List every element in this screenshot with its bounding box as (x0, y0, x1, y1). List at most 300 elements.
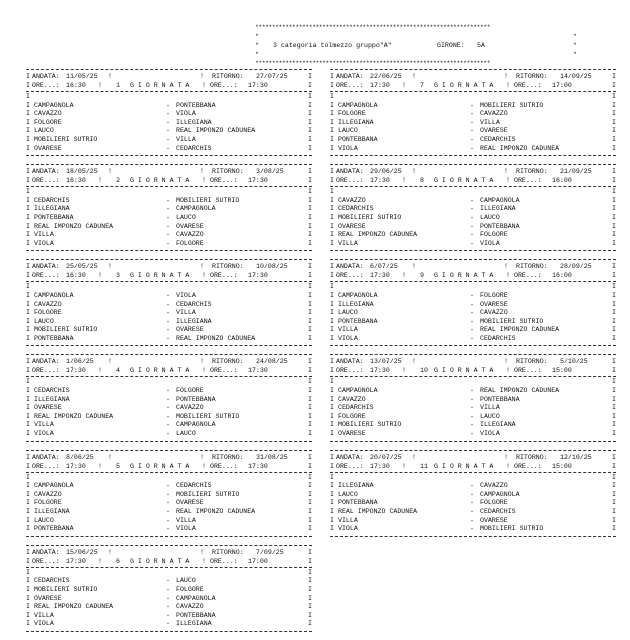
away-team: MOBILIERI SUTRIO (480, 101, 544, 109)
round-header-divider (330, 91, 616, 92)
round-bottom-border (26, 441, 312, 442)
match-separator: - (166, 300, 170, 308)
row-bar: I (612, 358, 616, 366)
home-team: ILLEGIANA (34, 508, 70, 515)
ritorno-date: 21/09/25 (560, 168, 592, 176)
row-bang: ! (108, 548, 112, 556)
round-header-divider (26, 376, 312, 377)
match-spacer (330, 283, 616, 292)
home-team: LAUCO (34, 127, 54, 135)
row-bar: I (26, 421, 30, 429)
away-team: REAL IMPONZO CADUNEA (176, 127, 256, 135)
away-team: VILLA (176, 516, 196, 524)
row-bar: I (26, 196, 30, 204)
match-separator: - (470, 309, 474, 317)
round-header-divider (26, 281, 312, 282)
match-row (26, 577, 312, 586)
match-row (330, 214, 616, 223)
row-bar: I (308, 326, 312, 334)
round-block (26, 545, 312, 632)
ritorno-date: 31/08/25 (256, 453, 288, 461)
match-separator: - (470, 516, 474, 524)
match-spacer (26, 93, 312, 102)
away-team: VIOLA (176, 291, 196, 299)
match-row (330, 517, 616, 526)
andata-label: ANDATA: (336, 453, 364, 461)
match-separator: - (470, 334, 474, 342)
match-row (330, 396, 616, 405)
home-team: VILLA (34, 421, 54, 429)
match-spacer (26, 188, 312, 197)
away-team: OVARESE (176, 499, 204, 507)
match-separator: - (166, 213, 170, 221)
ore-label: ORE...: (336, 462, 364, 470)
away-team: ILLEGIANA (176, 620, 212, 628)
row-bar: I (330, 291, 334, 299)
ritorno-label: RITORNO: (212, 358, 244, 366)
home-team: REAL IMPONZO CADUNEA (34, 222, 114, 230)
ore-label: ORE...: (514, 177, 542, 185)
away-team: CAVAZZO (176, 603, 204, 611)
row-bar: I (26, 317, 30, 325)
row-bar: I (26, 168, 30, 176)
ritorno-date: 14/09/25 (560, 73, 592, 80)
row-bar: I (308, 213, 312, 221)
row-bar: I (26, 177, 30, 185)
row-bar: I (308, 358, 312, 366)
row-bar: I (330, 300, 334, 308)
row-bang: ! (504, 73, 508, 80)
match-row (26, 231, 312, 240)
round-number: 5 (116, 462, 120, 470)
andata-date: 6/07/25 (370, 263, 398, 271)
row-bar: I (612, 482, 616, 490)
round-top-border (330, 259, 616, 260)
match-separator: - (166, 594, 170, 602)
row-bar: I (26, 412, 30, 420)
match-row (330, 335, 616, 344)
away-team: CEDARCHIS (480, 334, 516, 342)
andata-time: 17:30 (370, 272, 390, 280)
row-bar: I (308, 334, 312, 342)
row-bar: I (308, 508, 312, 515)
row-bar: I (612, 317, 616, 325)
match-separator: - (470, 499, 474, 507)
away-team: LAUCO (176, 430, 196, 438)
round-bottom-border (26, 631, 312, 632)
row-bar: I (612, 430, 616, 438)
row-bar: I (330, 317, 334, 325)
home-team: VIOLA (338, 525, 358, 533)
round-block (26, 259, 312, 346)
row-bar: I (612, 412, 616, 420)
ore-label: ORE...: (32, 82, 60, 89)
row-bar: I (330, 144, 334, 152)
row-bar: I (26, 272, 30, 280)
row-bar: I (612, 516, 616, 524)
round-header-divider (330, 472, 616, 473)
match-separator: - (166, 620, 170, 628)
match-row (26, 603, 312, 612)
ritorno-date: 3/08/25 (256, 168, 284, 176)
home-team: PONTEBBANA (34, 525, 74, 533)
match-row (26, 595, 312, 604)
row-bar: I (26, 144, 30, 152)
match-row (330, 387, 616, 396)
match-row (330, 430, 616, 439)
row-bar: I (308, 594, 312, 602)
match-row (26, 404, 312, 413)
away-team: REAL IMPONZO CADUNEA (480, 326, 560, 334)
away-team: ILLEGIANA (480, 421, 516, 429)
row-bar: I (612, 188, 616, 196)
row-bang: ! (98, 367, 102, 375)
match-separator: - (166, 499, 170, 507)
row-bar: I (330, 135, 334, 143)
match-row (26, 396, 312, 405)
row-bar: I (308, 516, 312, 524)
round-header-divider (26, 567, 312, 568)
row-bar: I (612, 508, 616, 515)
row-bar: I (26, 499, 30, 507)
away-team: MOBILIERI SUTRIO (176, 196, 240, 204)
match-separator: - (470, 421, 474, 429)
row-bar: I (330, 358, 334, 366)
match-row (330, 309, 616, 318)
andata-time: 17:30 (370, 462, 390, 470)
match-row (330, 413, 616, 422)
round-andata-line (26, 548, 312, 557)
row-bar: I (330, 168, 334, 176)
row-bar: I (330, 127, 334, 135)
match-separator: - (470, 291, 474, 299)
away-team: FOLGORE (480, 231, 508, 239)
match-row (26, 335, 312, 344)
match-row (330, 326, 616, 335)
away-team: CAVAZZO (480, 482, 508, 490)
row-bar: I (330, 516, 334, 524)
row-bar: I (330, 508, 334, 515)
match-row (26, 326, 312, 335)
andata-label: ANDATA: (32, 263, 60, 271)
away-team: VIOLA (480, 430, 500, 438)
row-bar: I (330, 239, 334, 247)
round-andata-line (330, 72, 616, 81)
row-bar: I (330, 101, 334, 109)
round-ore-line (330, 81, 616, 90)
row-bar: I (308, 490, 312, 498)
row-bar: I (330, 387, 334, 395)
away-team: PONTEBBANA (176, 611, 216, 619)
match-separator: - (470, 482, 474, 490)
match-row (330, 136, 616, 145)
row-bar: I (612, 291, 616, 299)
row-bar: I (612, 135, 616, 143)
round-andata-line (26, 262, 312, 271)
row-bar: I (26, 462, 30, 470)
round-header-divider (330, 376, 616, 377)
home-team: CAVAZZO (338, 196, 366, 204)
match-row (26, 145, 312, 154)
row-bar: I (330, 367, 334, 375)
row-bar: I (308, 239, 312, 247)
row-bar: I (26, 482, 30, 490)
ritorno-date: 7/09/25 (256, 548, 284, 556)
match-separator: - (470, 395, 474, 403)
away-team: CEDARCHIS (176, 482, 212, 490)
row-bar: I (612, 222, 616, 230)
row-bar: I (330, 82, 334, 89)
home-team: PONTEBBANA (338, 499, 378, 507)
match-row (330, 240, 616, 249)
row-bar: I (612, 395, 616, 403)
match-row (26, 136, 312, 145)
round-ore-line (26, 462, 312, 471)
round-top-border (26, 545, 312, 546)
away-team: OVARESE (480, 127, 508, 135)
andata-date: 13/07/25 (370, 358, 402, 366)
row-bang: ! (402, 82, 406, 89)
away-team: VILLA (480, 404, 500, 412)
match-separator: - (166, 334, 170, 342)
girone-value: 5A (477, 42, 485, 49)
row-bang: ! (200, 263, 204, 271)
round-bottom-border (26, 536, 312, 537)
round-block (330, 164, 616, 251)
row-bang: ! (402, 272, 406, 280)
round-number: 10 (420, 367, 428, 375)
home-team: VILLA (338, 516, 358, 524)
match-row (330, 223, 616, 232)
match-row (330, 491, 616, 500)
away-team: CAMPAGNOLA (480, 490, 520, 498)
match-row (26, 127, 312, 136)
row-bang: ! (504, 168, 508, 176)
row-bar: I (308, 222, 312, 230)
ore-label: ORE...: (210, 272, 238, 280)
row-bar: I (26, 188, 30, 196)
home-team: CAMPAGNOLA (34, 482, 74, 490)
row-bang: ! (202, 367, 206, 375)
away-team: VIOLA (176, 525, 196, 533)
round-block (330, 259, 616, 346)
giornata-label: G I O R N A T A (130, 462, 190, 470)
match-separator: - (470, 205, 474, 213)
home-team: PONTEBBANA (338, 317, 378, 325)
andata-time: 17:30 (370, 82, 390, 89)
header-blank-row: * * (255, 33, 577, 40)
round-bottom-border (330, 155, 616, 156)
match-row (330, 102, 616, 111)
row-bang: ! (402, 462, 406, 470)
ore-label: ORE...: (210, 462, 238, 470)
match-separator: - (166, 101, 170, 109)
row-bar: I (26, 525, 30, 533)
row-bar: I (26, 603, 30, 611)
row-bar: I (612, 177, 616, 185)
ore-label: ORE...: (336, 82, 364, 89)
row-bang: ! (402, 177, 406, 185)
ore-label: ORE...: (210, 557, 238, 565)
row-bar: I (308, 118, 312, 126)
match-row (330, 127, 616, 136)
row-bang: ! (98, 462, 102, 470)
match-spacer (26, 474, 312, 483)
row-bar: I (26, 404, 30, 412)
away-team: REAL IMPONZO CADUNEA (176, 334, 256, 342)
andata-date: 15/06/25 (66, 548, 98, 556)
header-border-top: ********************************************************************** (255, 24, 490, 31)
row-bar: I (308, 367, 312, 375)
away-team: MOBILIERI SUTRIO (480, 317, 544, 325)
match-row (26, 508, 312, 517)
away-team: PONTEBBANA (176, 101, 216, 109)
row-bang: ! (200, 358, 204, 366)
row-bar: I (26, 205, 30, 213)
round-block (330, 354, 616, 441)
row-bar: I (330, 525, 334, 533)
andata-time: 16:30 (66, 82, 86, 89)
round-number: 3 (116, 272, 120, 280)
row-bar: I (26, 585, 30, 593)
home-team: VILLA (34, 231, 54, 239)
row-bar: I (308, 404, 312, 412)
giornata-label: G I O R N A T A (130, 367, 190, 375)
row-bar: I (612, 239, 616, 247)
match-spacer (26, 283, 312, 292)
row-bar: I (26, 395, 30, 403)
round-andata-line (330, 167, 616, 176)
match-row (26, 197, 312, 206)
row-bar: I (330, 188, 334, 196)
match-row (26, 517, 312, 526)
ritorno-label: RITORNO: (516, 168, 548, 176)
row-bar: I (308, 272, 312, 280)
home-team: OVARESE (34, 404, 62, 412)
round-ore-line (26, 366, 312, 375)
home-team: REAL IMPONZO CADUNEA (34, 603, 114, 611)
row-bar: I (26, 508, 30, 515)
round-block (330, 450, 616, 537)
home-team: CAMPAGNOLA (338, 387, 378, 395)
row-bang: ! (108, 73, 112, 80)
andata-time: 17:30 (66, 557, 86, 565)
row-bang: ! (412, 358, 416, 366)
round-header-divider (330, 186, 616, 187)
match-row (26, 612, 312, 621)
match-separator: - (470, 231, 474, 239)
row-bar: I (26, 291, 30, 299)
home-team: ILLEGIANA (34, 395, 70, 403)
match-row (330, 525, 616, 534)
row-bar: I (308, 603, 312, 611)
ore-label: ORE...: (32, 367, 60, 375)
match-separator: - (166, 205, 170, 213)
row-bar: I (308, 101, 312, 109)
home-team: VIOLA (34, 430, 54, 438)
away-team: CAVAZZO (176, 404, 204, 412)
match-separator: - (166, 430, 170, 438)
round-top-border (26, 354, 312, 355)
match-row (26, 525, 312, 534)
round-number: 6 (116, 557, 120, 565)
round-ore-line (330, 176, 616, 185)
andata-label: ANDATA: (32, 548, 60, 556)
match-row (26, 430, 312, 439)
match-row (26, 205, 312, 214)
round-bottom-border (330, 250, 616, 251)
match-row (26, 110, 312, 119)
ore-label: ORE...: (32, 177, 60, 185)
row-bar: I (26, 490, 30, 498)
away-team: PONTEBBANA (480, 395, 520, 403)
row-bar: I (308, 473, 312, 481)
away-team: FOLGORE (176, 387, 204, 395)
match-row (330, 318, 616, 327)
row-bang: ! (402, 367, 406, 375)
round-header-divider (330, 281, 616, 282)
round-top-border (26, 259, 312, 260)
row-bang: ! (108, 358, 112, 366)
row-bar: I (26, 326, 30, 334)
ritorno-time: 16:00 (552, 272, 572, 280)
row-bar: I (330, 482, 334, 490)
match-separator: - (470, 101, 474, 109)
ritorno-label: RITORNO: (212, 453, 244, 461)
ritorno-time: 16:00 (552, 177, 572, 185)
match-separator: - (166, 395, 170, 403)
away-team: PONTEBBANA (176, 395, 216, 403)
row-bar: I (612, 283, 616, 291)
away-team: VILLA (480, 118, 500, 126)
row-bang: ! (200, 168, 204, 176)
home-team: ILLEGIANA (34, 205, 70, 213)
ritorno-date: 28/09/25 (560, 263, 592, 271)
home-team: OVARESE (338, 430, 366, 438)
row-bar: I (330, 177, 334, 185)
match-separator: - (166, 490, 170, 498)
home-team: OVARESE (338, 222, 366, 230)
round-number: 4 (116, 367, 120, 375)
row-bar: I (26, 309, 30, 317)
home-team: CAMPAGNOLA (338, 291, 378, 299)
round-number: 2 (116, 177, 120, 185)
home-team: CAVAZZO (338, 395, 366, 403)
match-separator: - (470, 144, 474, 152)
row-bar: I (308, 177, 312, 185)
away-team: MOBILIERI SUTRIO (480, 525, 544, 533)
row-bar: I (612, 300, 616, 308)
ritorno-time: 17:00 (248, 557, 268, 565)
match-spacer (26, 569, 312, 578)
row-bar: I (26, 73, 30, 80)
row-bang: ! (506, 367, 510, 375)
ritorno-time: 15:00 (552, 462, 572, 470)
match-row (330, 301, 616, 310)
row-bar: I (612, 101, 616, 109)
round-block (26, 164, 312, 251)
home-team: CAVAZZO (34, 490, 62, 498)
round-header-divider (26, 91, 312, 92)
away-team: CAMPAGNOLA (176, 421, 216, 429)
home-team: MOBILIERI SUTRIO (338, 213, 402, 221)
round-andata-line (26, 357, 312, 366)
match-separator: - (470, 387, 474, 395)
row-bar: I (26, 283, 30, 291)
round-number: 1 (116, 82, 120, 89)
home-team: CAMPAGNOLA (338, 101, 378, 109)
home-team: REAL IMPONZO CADUNEA (338, 508, 418, 515)
